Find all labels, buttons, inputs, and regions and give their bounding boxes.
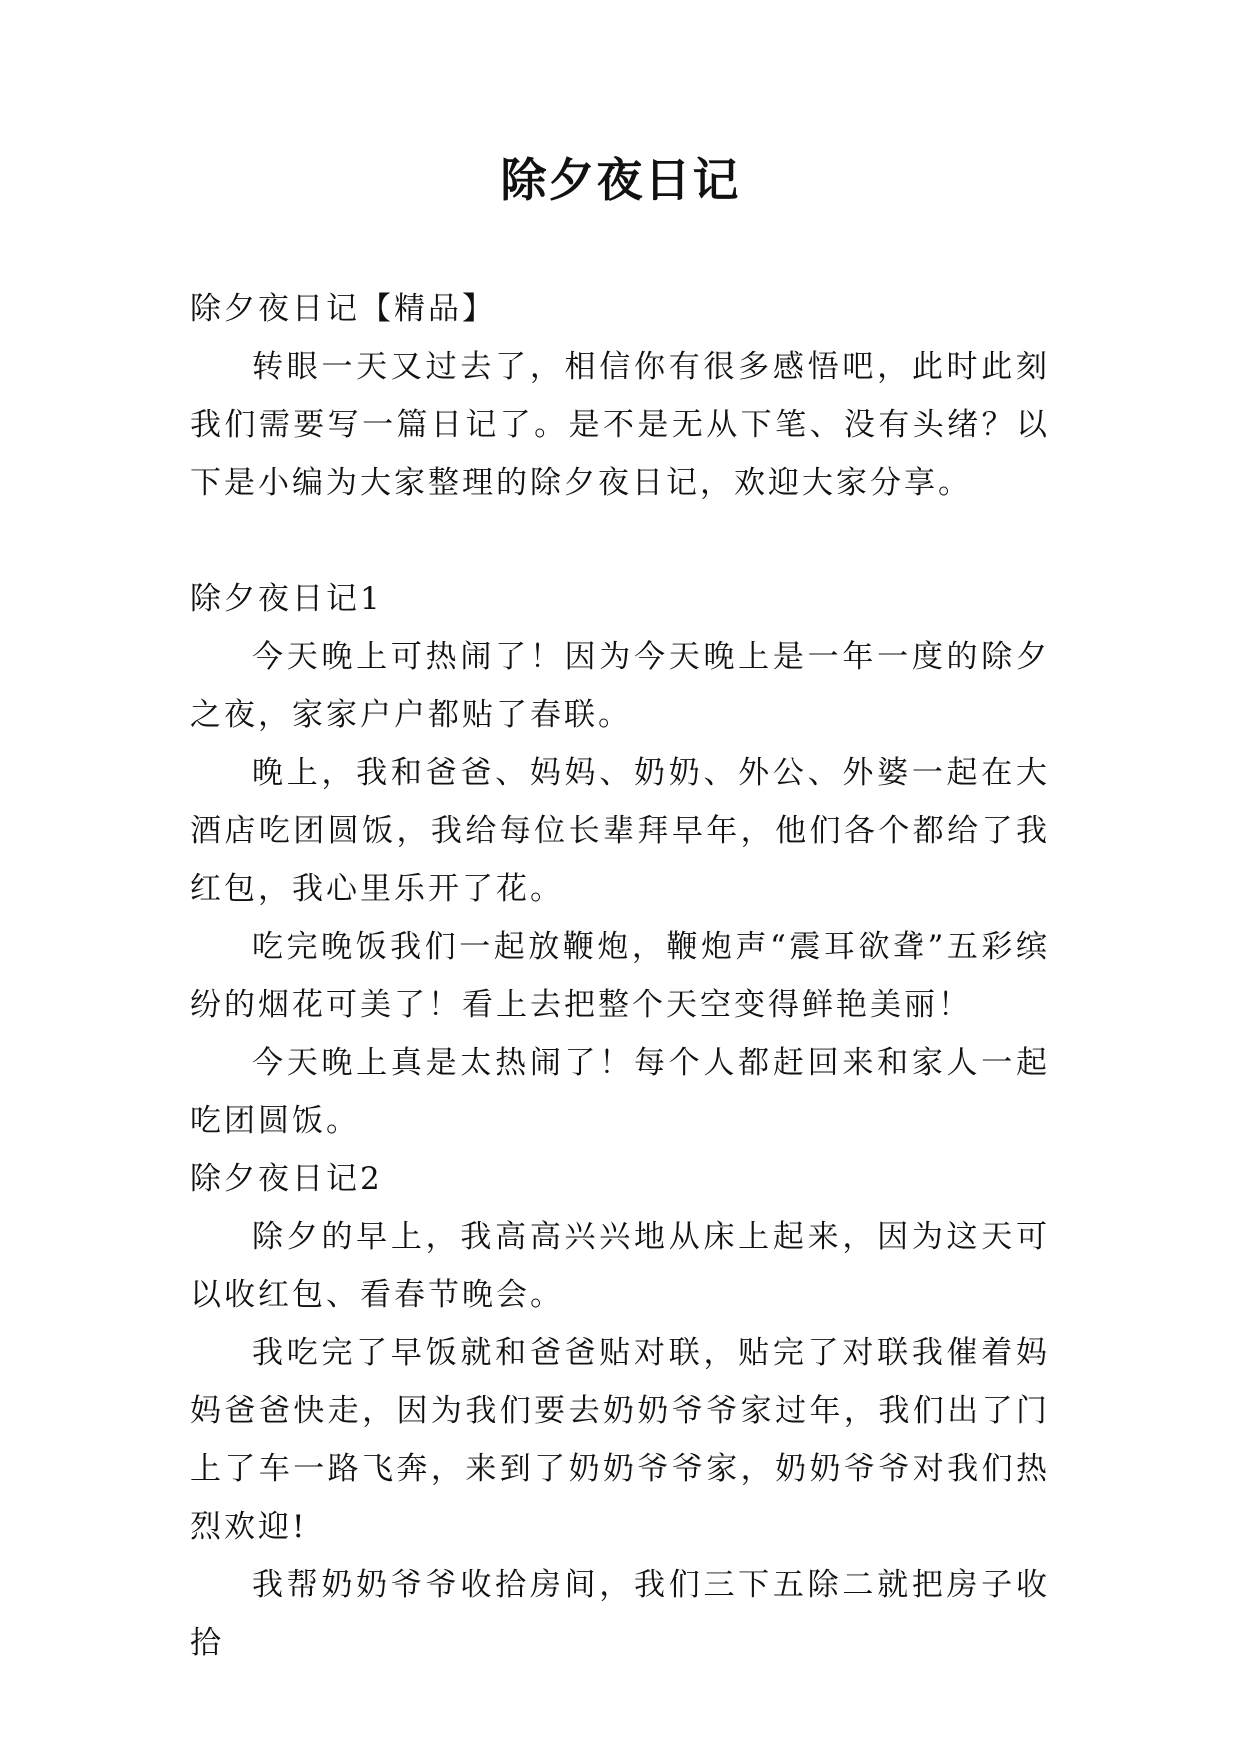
section-1-paragraph-4: 今天晚上真是太热闹了！每个人都赶回来和家人一起吃团圆饭。 xyxy=(190,1045,1050,1139)
document-title: 除夕夜日记 xyxy=(500,153,741,207)
intro-heading: 除夕夜日记【精品】 xyxy=(190,291,496,327)
section-1-paragraph-2: 晚上，我和爸爸、妈妈、奶奶、外公、外婆一起在大酒店吃团圆饭，我给每位长辈拜早年，他们各个都给了我红包，我心里乐开了花。 xyxy=(190,755,1050,907)
section-spacer xyxy=(190,512,1050,570)
intro-paragraph: 转眼一天又过去了，相信你有很多感悟吧，此时此刻我们需要写一篇日记了。是不是无从下笔、没有头绪？以下是小编为大家整理的除夕夜日记，欢迎大家分享。 xyxy=(190,349,1050,501)
section-1-paragraph-3: 吃完晚饭我们一起放鞭炮，鞭炮声“震耳欲聋”五彩缤纷的烟花可美了！看上去把整个天空变得鲜艳美丽！ xyxy=(190,929,1050,1023)
section-2-paragraph-2: 我吃完了早饭就和爸爸贴对联，贴完了对联我催着妈妈爸爸快走，因为我们要去奶奶爷爷家过年，我们出了门上了车一路飞奔，来到了奶奶爷爷家，奶奶爷爷对我们热烈欢迎! xyxy=(190,1335,1050,1545)
section-1-heading: 除夕夜日记1 xyxy=(190,581,383,617)
document-body xyxy=(190,280,1050,1672)
section-2-paragraph-3: 我帮奶奶爷爷收拾房间，我们三下五除二就把房子收拾 xyxy=(190,1567,1050,1661)
section-2-heading: 除夕夜日记2 xyxy=(190,1161,383,1197)
section-1-paragraph-1: 今天晚上可热闹了！因为今天晚上是一年一度的除夕之夜，家家户户都贴了春联。 xyxy=(190,639,1050,733)
section-2-paragraph-1: 除夕的早上，我高高兴兴地从床上起来，因为这天可以收红包、看春节晚会。 xyxy=(190,1219,1050,1313)
